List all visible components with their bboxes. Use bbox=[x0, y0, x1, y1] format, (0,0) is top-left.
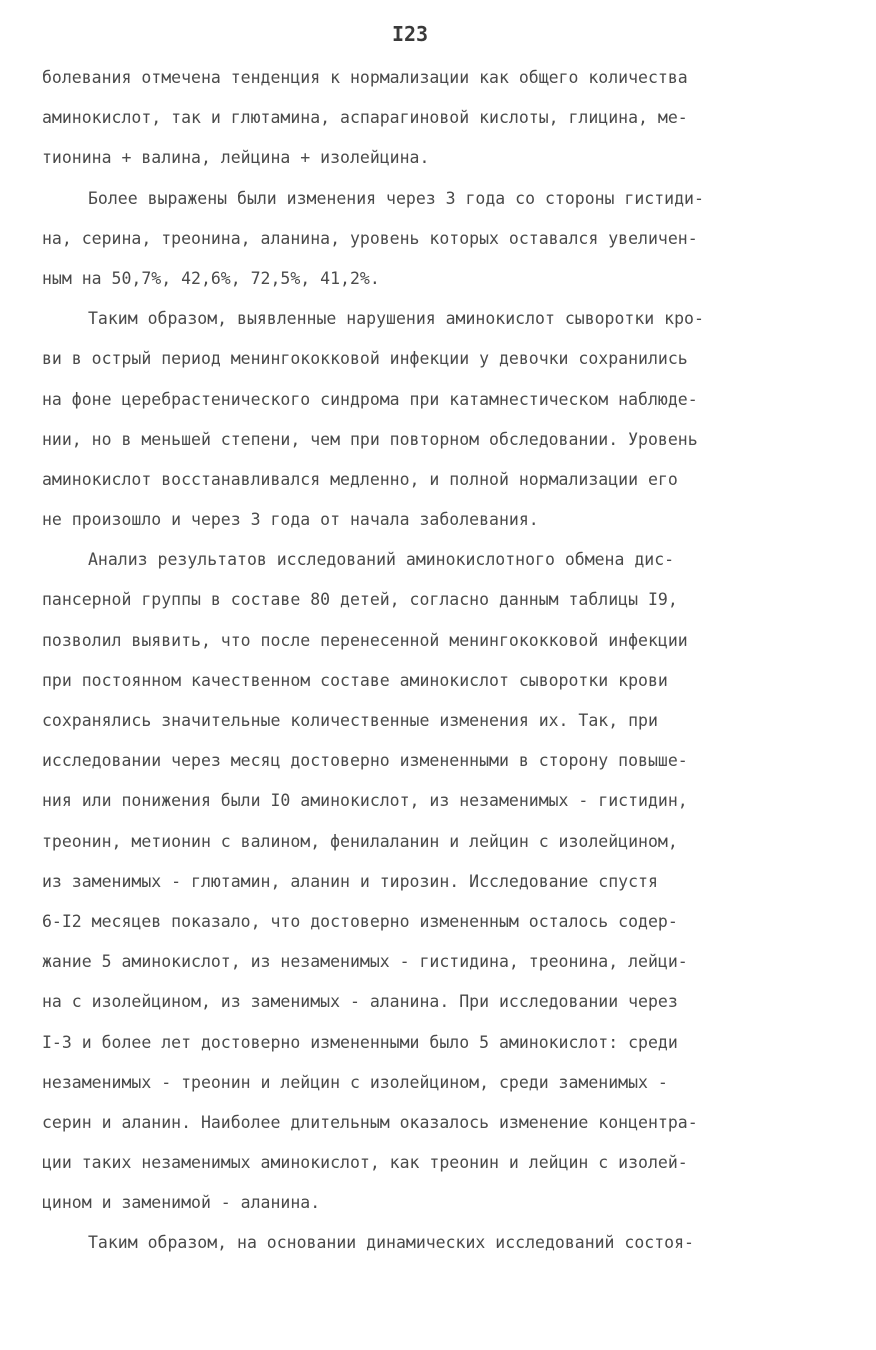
text-line: цином и заменимой - аланина. bbox=[42, 1193, 321, 1213]
text-line: ния или понижения были I0 аминокислот, из незаменимых - гистидин, bbox=[42, 791, 688, 811]
text-line: жание 5 аминокислот, из незаменимых - гистидина, треонина, лейци- bbox=[42, 952, 688, 972]
text-line: из заменимых - глютамин, аланин и тирозин. Исследование спустя bbox=[42, 871, 658, 891]
text-line: ции таких незаменимых аминокислот, как треонин и лейцин с изолей- bbox=[42, 1153, 688, 1173]
page-number: I23 bbox=[391, 22, 429, 46]
text-line: аминокислот восстанавливался медленно, и полной нормализации его bbox=[42, 469, 678, 489]
text-line: ви в острый период менингококковой инфекции у девочки сохранились bbox=[42, 349, 688, 369]
text-line: аминокислот, так и глютамина, аспарагиновой кислоты, глицина, ме- bbox=[42, 108, 688, 128]
text-line: ным на 50,7%, 42,6%, 72,5%, 41,2%. bbox=[42, 268, 380, 288]
text-line: на, серина, треонина, аланина, уровень которых оставался увеличен- bbox=[42, 228, 698, 248]
text-line: Анализ результатов исследований аминокислотного обмена дис- bbox=[88, 550, 675, 570]
text-line: серин и аланин. Наиболее длительным оказалось изменение концентра- bbox=[42, 1112, 698, 1132]
text-line: позволил выявить, что после перенесенной менингококковой инфекции bbox=[42, 630, 688, 650]
text-line: тионина + валина, лейцина + изолейцина. bbox=[42, 148, 430, 168]
text-line: Более выражены были изменения через 3 года со стороны гистиди- bbox=[88, 188, 704, 208]
document-body bbox=[42, 58, 832, 1264]
text-line: на с изолейцином, из заменимых - аланина. При исследовании через bbox=[42, 992, 678, 1012]
text-line: 6-I2 месяцев показало, что достоверно измененным осталось содер- bbox=[42, 911, 678, 931]
text-line: пансерной группы в составе 80 детей, согласно данным таблицы I9, bbox=[42, 590, 678, 610]
text-line: I-3 и более лет достоверно измененными было 5 аминокислот: среди bbox=[42, 1032, 678, 1052]
text-line: сохранялись значительные количественные изменения их. Так, при bbox=[42, 711, 658, 730]
text-line: нии, но в меньшей степени, чем при повторном обследовании. Уровень bbox=[42, 429, 698, 449]
text-line: исследовании через месяц достоверно измененными в сторону повыше- bbox=[42, 751, 688, 771]
text-line: не произошло и через 3 года от начала заболевания. bbox=[42, 510, 539, 530]
text-line: треонин, метионин с валином, фенилаланин и лейцин с изолейцином, bbox=[42, 831, 678, 851]
text-line: на фоне церебрастенического синдрома при катамнестическом наблюде- bbox=[42, 389, 698, 409]
text-line: Таким образом, выявленные нарушения аминокислот сыворотки кро- bbox=[88, 309, 704, 329]
text-line: при постоянном качественном составе аминокислот сыворотки крови bbox=[42, 670, 668, 690]
text-line: незаменимых - треонин и лейцин с изолейцином, среди заменимых - bbox=[42, 1072, 668, 1092]
text-line: болевания отмечена тенденция к нормализации как общего количества bbox=[42, 68, 688, 87]
text-line: Таким образом, на основании динамических исследований состоя- bbox=[88, 1233, 694, 1253]
